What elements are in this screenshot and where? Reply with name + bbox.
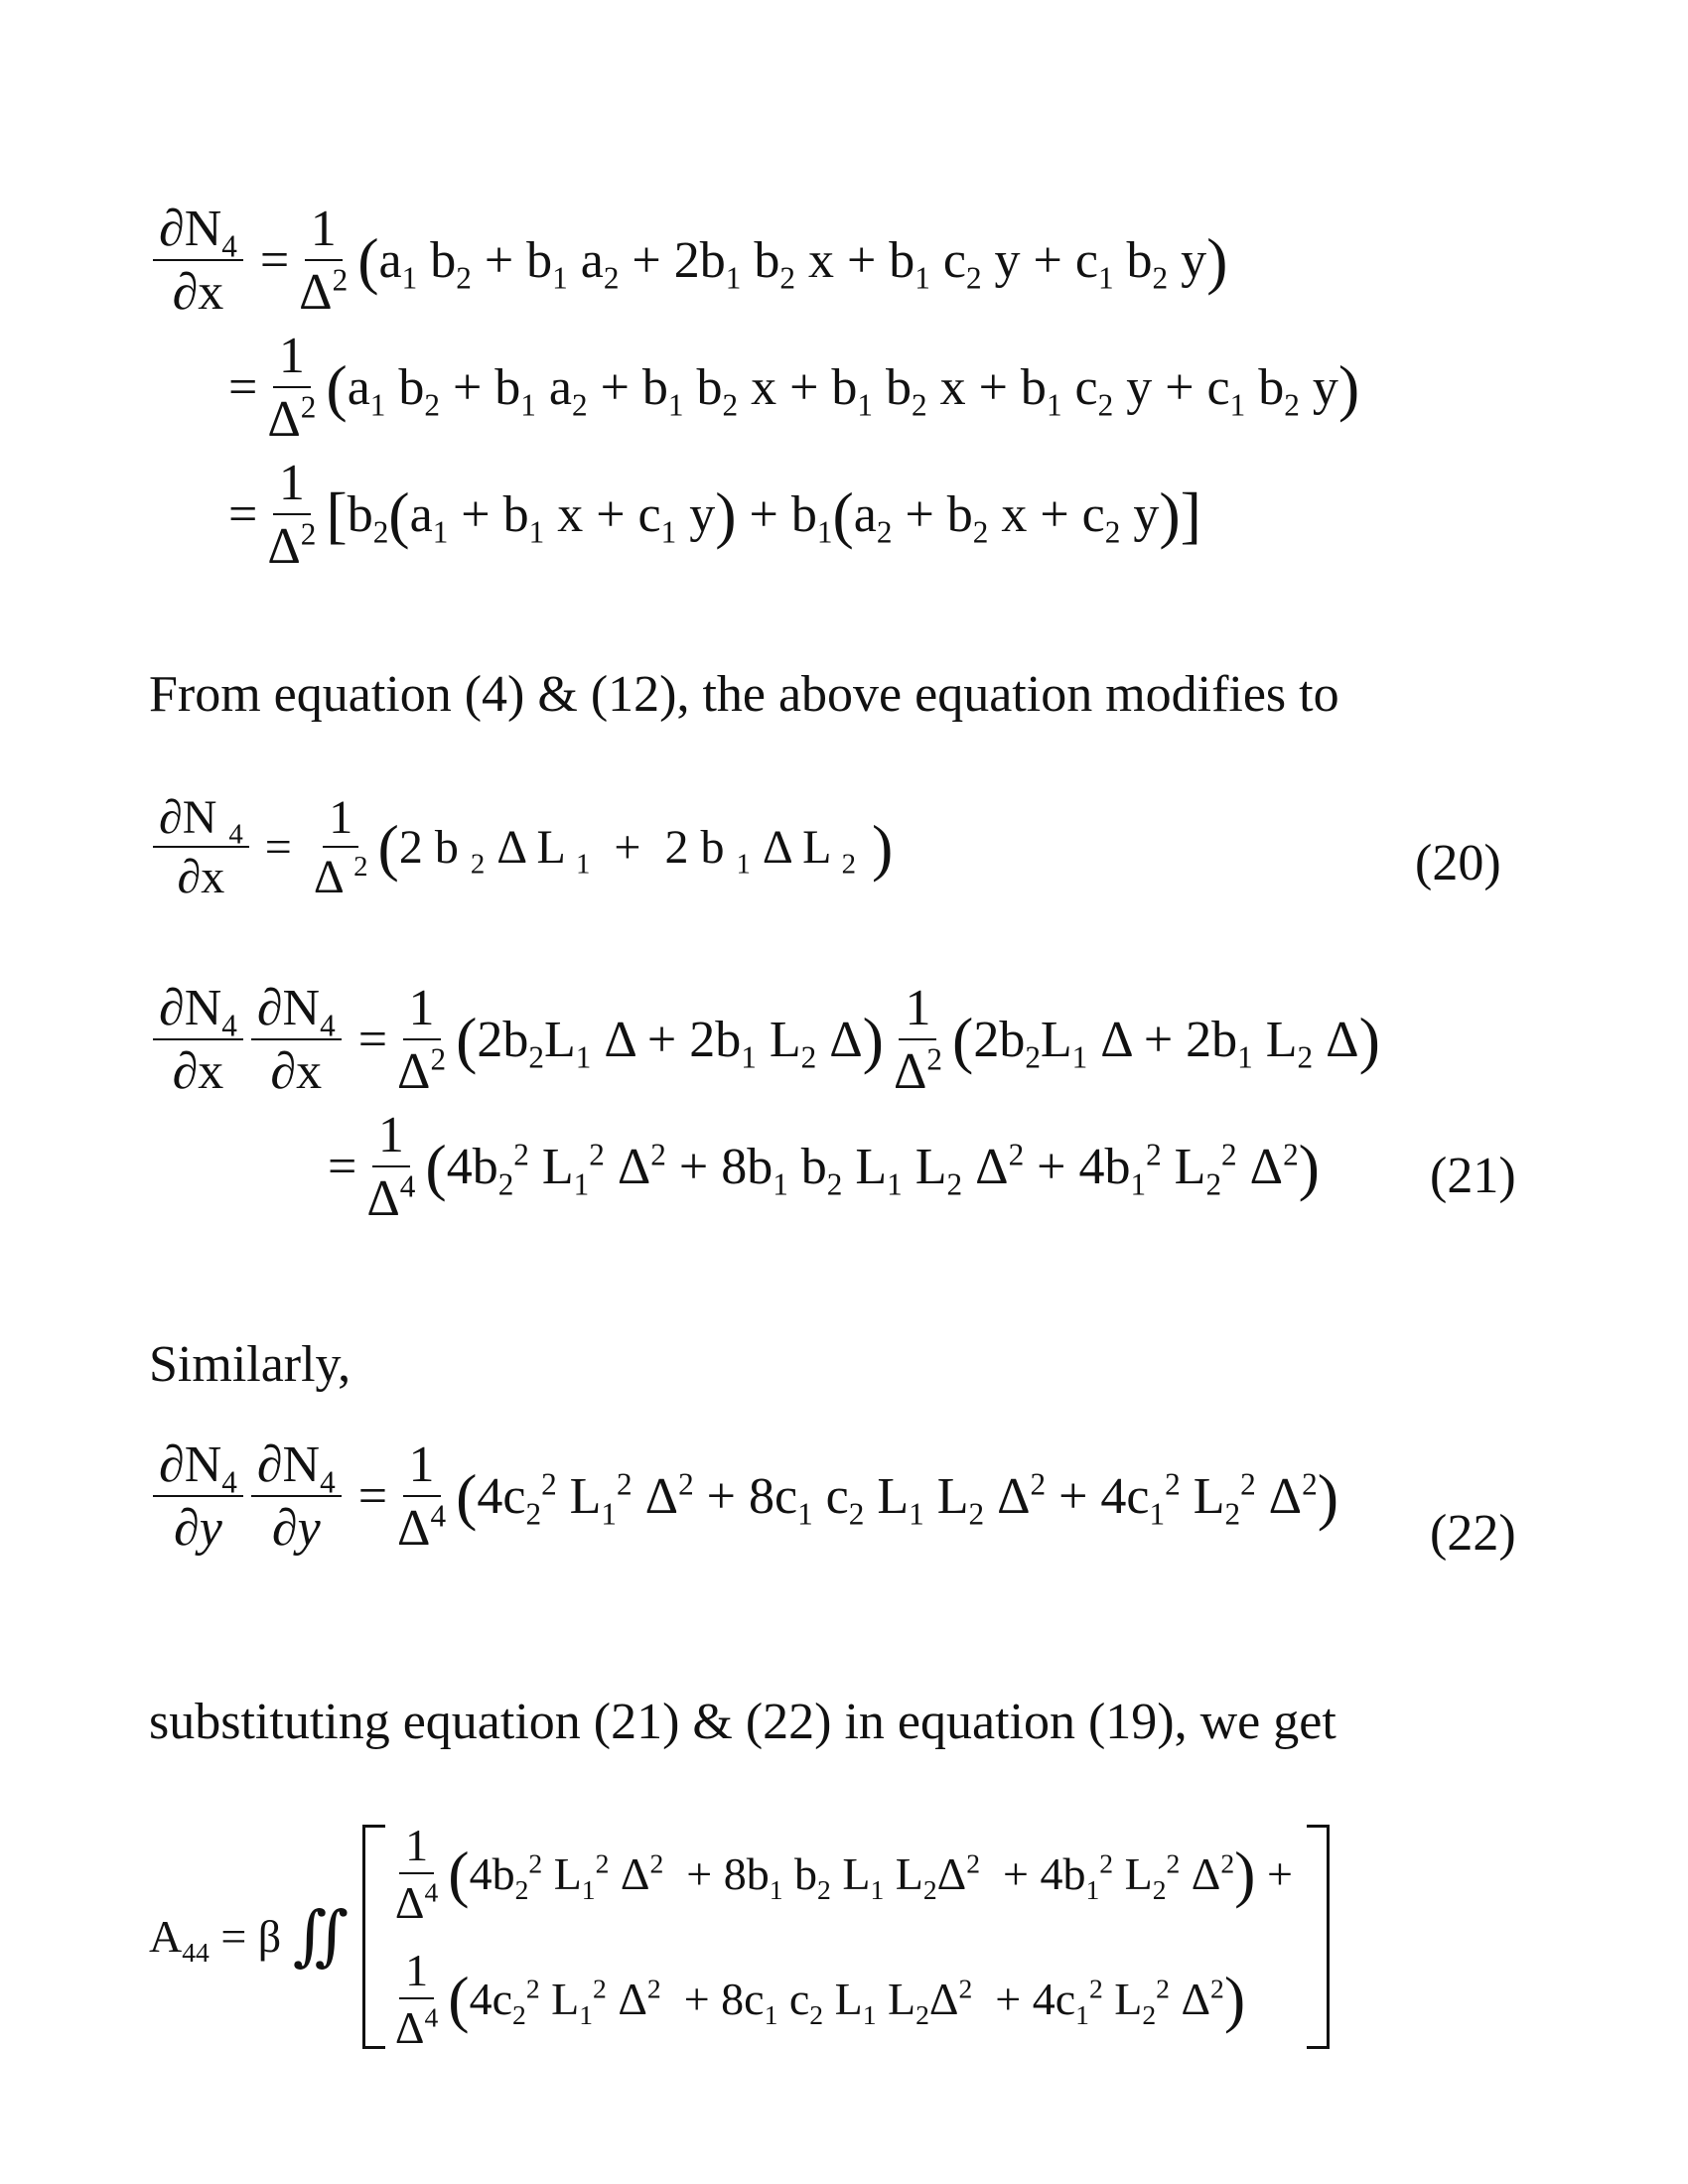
partial-fraction: $\frac{\partial N_4}{\partial x}$ bbox=[251, 983, 342, 1098]
paragraph-from-equation: From equation (4) & (12), the above equation modifies to bbox=[149, 666, 1339, 723]
partial-fraction: $\frac{\partial N _4}{\partial x}$ bbox=[153, 794, 249, 901]
eq-line-2: = $\frac{1}{\Delta^2}$ ( $a_1$ $b_2 + b_1$ $a_2 + b_1$ $b_2$ $x + b_1$ $b_2$ $x + b_1$ $c_2$ $y + c_1$ $b_2$ y ) bbox=[228, 328, 1360, 448]
equation-22: $\frac{\partial N_4}{\partial y}$ $\frac{\partial N_4}{\partial y}$ = $\frac{1}{\Delta^4}$ ( $4c_2^2$ $L_1^2$ $\Delta^2 + 8c_1$ $c_2$ $L_1$ $L_2$ $\Delta^2 + 4c_1^2$ $L_2^2$ $\Delta^2$ ) bbox=[149, 1439, 1338, 1555]
paragraph-substituting: substituting equation (21) & (22) in equation (19), we get bbox=[149, 1694, 1336, 1750]
fraction-one-over-delta-fourth: $\frac{1}{\Delta^4}$ bbox=[397, 1436, 447, 1557]
eq-line-3: = $\frac{1}{\Delta^2}$ [ $b_2$ ( $a_1 + b_1$ $x + c_1$ y ) + $b_1$ ( $a_2 + b_2$ $x + c_2$ y )] bbox=[228, 455, 1201, 575]
integrand-matrix bbox=[385, 1817, 1293, 2057]
eq21-line-1: $\frac{\partial N_4}{\partial x}$ $\frac{\partial N_4}{\partial x}$ = $\frac{1}{\Delta^2}$ ( $2b_2L_1$ $\Delta + 2b_1$ $L_2$ Δ ) $\frac{1}{\Delta^2}$ ( $2b_2L_1$ $\Delta + 2b_1$ $L_2$ Δ ) bbox=[149, 983, 1380, 1098]
partial-fraction: $\frac{\partial N_4}{\partial x}$ bbox=[153, 983, 243, 1098]
equation-number-22: (22) bbox=[1430, 1505, 1516, 1562]
equation-dn4-dx-derivation bbox=[149, 201, 1360, 575]
equation-a44: $A_{44} = \beta$ ∬ $\frac{1}{\Delta^4}$ ( $4b_2^2$ $L_1^2$ $\Delta^2 + 8b_1$ $b_2$ $L_1$ $L_2\Delta^2 + 4b_1^2$ $L_2^2$ $\Delta^2$ ) + $\frac{1}{\Delta^4}$ ( $4c_2^2$ $L_1^2$ $\Delta^2 + 8c_1$ $c_2$ $L_1$ $L_2\Delta^2 + 4c_1^2$ $L_2^2$ $\Delta^2$ ) bbox=[149, 1817, 1330, 2057]
fraction-one-over-delta-squared: $\frac{1}{\Delta^2}$ bbox=[267, 328, 317, 448]
fraction-one-over-delta-squared: $\frac{1}{\Delta^2}$ bbox=[893, 980, 942, 1100]
fraction-one-over-delta-fourth: $\frac{1}{\Delta^4}$ bbox=[366, 1107, 416, 1227]
partial-fraction: $\frac{\partial N_4}{\partial y}$ bbox=[251, 1439, 342, 1555]
equation-number-20: (20) bbox=[1415, 835, 1501, 891]
fraction-one-over-delta-squared: $\frac{1}{\Delta ^2}$ bbox=[313, 791, 368, 903]
fraction-one-over-delta-squared: $\frac{1}{\Delta^2}$ bbox=[299, 201, 349, 321]
fraction-one-over-delta-fourth: $\frac{1}{\Delta^4}$ bbox=[394, 1820, 439, 1928]
eq21-line-2: = $\frac{1}{\Delta^4}$ ( $4b_2^2$ $L_1^2$ $\Delta^2 + 8b_1$ $b_2$ $L_1$ $L_2$ $\Delta^2 + 4b_1^2$ $L_2^2$ $\Delta^2$ ) bbox=[328, 1107, 1320, 1227]
partial-fraction: $\frac{\partial N_4}{\partial y}$ bbox=[153, 1439, 243, 1555]
equation-number-21: (21) bbox=[1430, 1148, 1516, 1204]
integrand-row-2: $\frac{1}{\Delta^4}$ ( $4c_2^2$ $L_1^2$ $\Delta^2 + 8c_1$ $c_2$ $L_1$ $L_2\Delta^2 + 4c_1^2$ $L_2^2$ $\Delta^2$ ) bbox=[385, 1948, 1293, 2051]
fraction-one-over-delta-squared: $\frac{1}{\Delta^2}$ bbox=[397, 980, 447, 1100]
paragraph-similarly: Similarly, bbox=[149, 1336, 352, 1393]
integrand-row-1: $\frac{1}{\Delta^4}$ ( $4b_2^2$ $L_1^2$ $\Delta^2 + 8b_1$ $b_2$ $L_1$ $L_2\Delta^2 + 4b_1^2$ $L_2^2$ $\Delta^2$ ) + bbox=[385, 1823, 1293, 1926]
equation-21 bbox=[149, 980, 1380, 1227]
fraction-one-over-delta-squared: $\frac{1}{\Delta^2}$ bbox=[267, 455, 317, 575]
equation-20: $\frac{\partial N _4}{\partial x}$ = $\frac{1}{\Delta ^2}$ ( 2 b $_2$ Δ L $_1$ + 2 b $_1$ Δ L $_2$ ) bbox=[149, 794, 893, 901]
partial-fraction: $\frac{\partial N_4}{\partial x}$ bbox=[153, 204, 243, 319]
fraction-one-over-delta-fourth: $\frac{1}{\Delta^4}$ bbox=[394, 1945, 439, 2053]
eq-line-1: $\frac{\partial N_4}{\partial x}$ = $\frac{1}{\Delta^2}$ ( $a_1$ $b_2 + b_1$ $a_2 + 2b_1$ $b_2$ $x + b_1$ $c_2$ $y + c_1$ $b_2$ y ) bbox=[149, 204, 1359, 319]
